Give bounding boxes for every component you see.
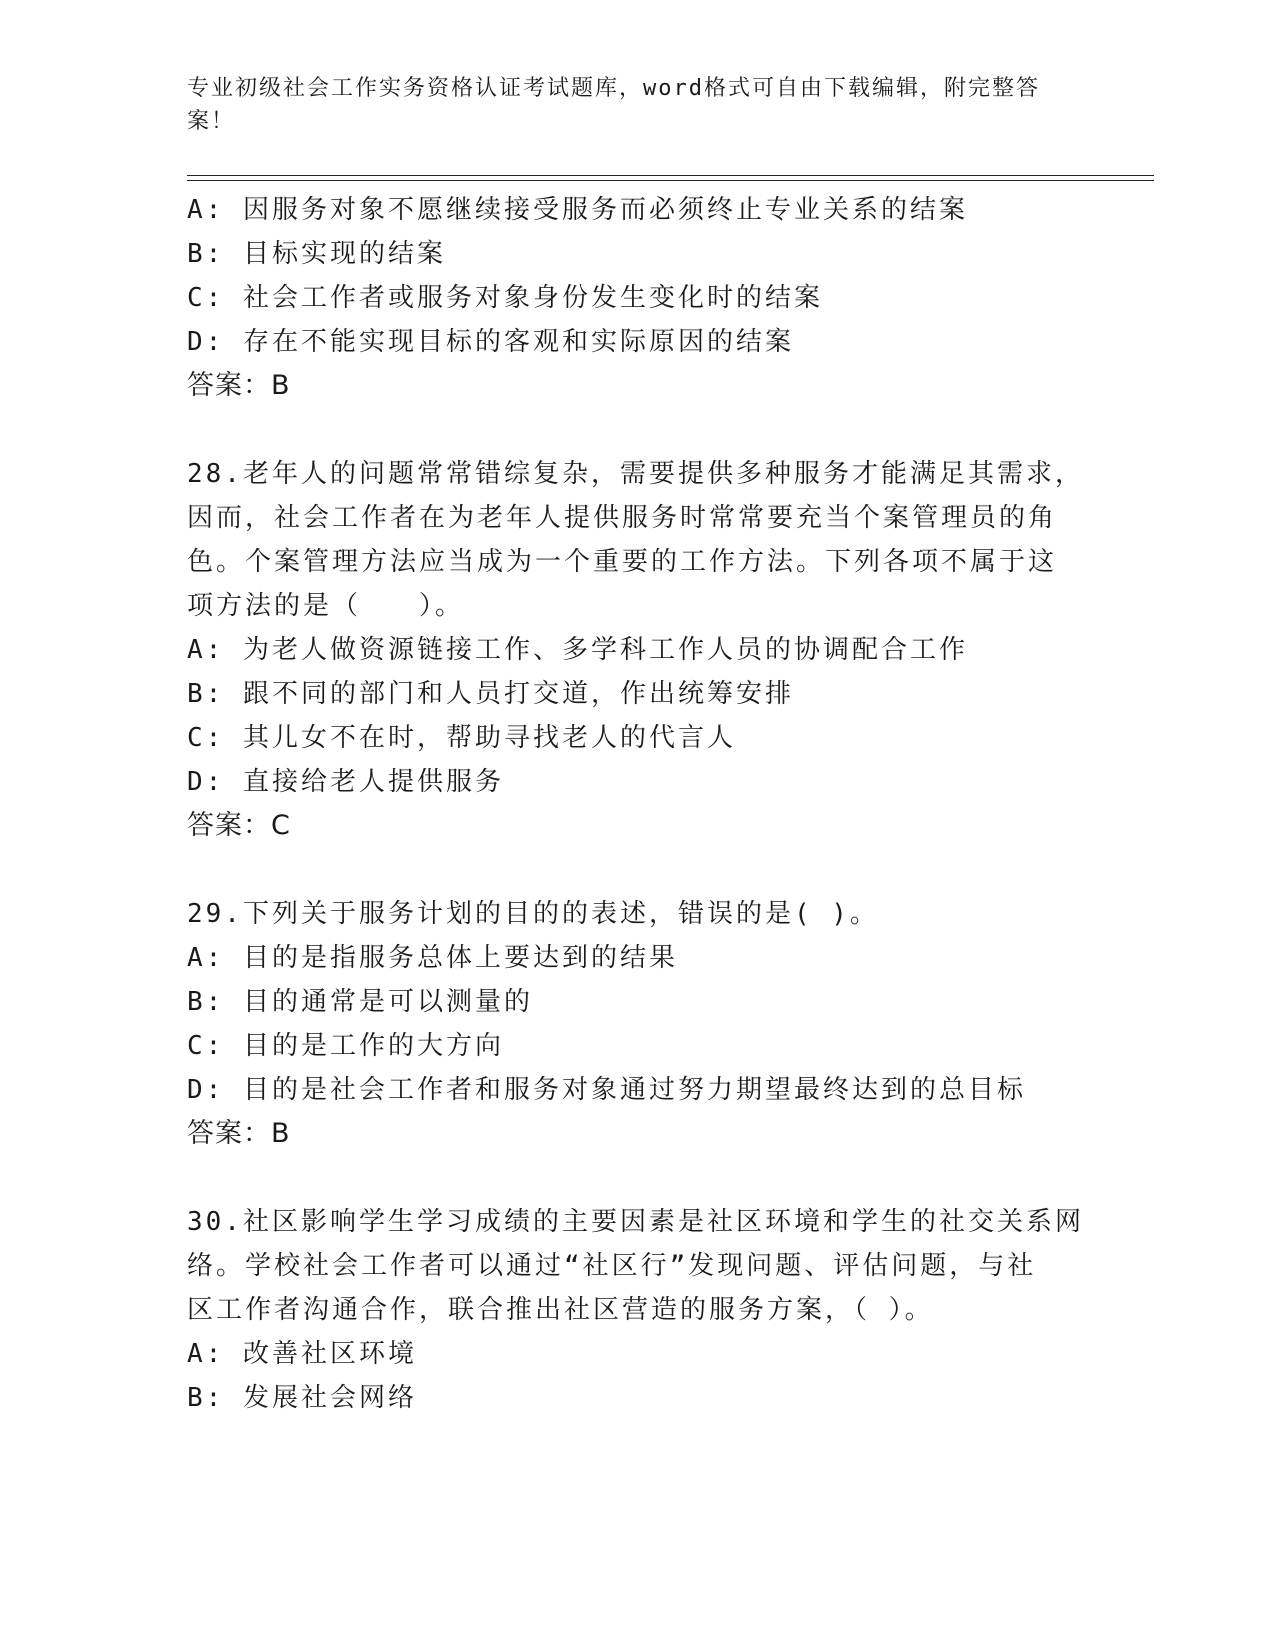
q28-option-c [187,720,736,756]
option-text: 存在不能实现目标的客观和实际原因的结案 [242,327,794,357]
option-text: 因服务对象不愿继续接受服务而必须终止专业关系的结案 [242,195,968,225]
q29-answer: 答案：B [187,1118,291,1149]
option-label: B: [187,679,225,709]
option-label: C: [187,723,225,753]
option-label: D: [187,327,225,357]
option-text: 目的是指服务总体上要达到的结果 [242,943,678,973]
q29-option-c [187,1028,504,1064]
option-text: 目标实现的结案 [242,239,446,269]
option-label: A: [187,943,225,973]
q30-stem-line: 30.社区影响学生学习成绩的主要因素是社区环境和学生的社交关系网 [187,1207,1084,1237]
option-label: A: [187,195,225,225]
option-label: B: [187,987,225,1017]
q28-stem-line: 因而，社会工作者在为老年人提供服务时常常要充当个案管理员的角 [187,503,1058,533]
option-label: B: [187,239,225,269]
header-rule-bottom [187,180,1154,181]
option-label: C: [187,283,225,313]
q28-stem-line: 28.老年人的问题常常错综复杂，需要提供多种服务才能满足其需求， [187,459,1084,489]
option-text: 直接给老人提供服务 [242,767,504,797]
q30-stem-line: 络。学校社会工作者可以通过“社区行”发现问题、评估问题，与社 [187,1251,1037,1281]
option-text: 目的是工作的大方向 [242,1031,504,1061]
q29-option-d [187,1072,1026,1108]
option-text: 改善社区环境 [242,1339,417,1369]
prev-option-b [187,236,446,272]
q30-option-a [187,1336,417,1372]
prev-option-d [187,324,794,360]
header-rule-top [187,175,1154,176]
option-text: 为老人做资源链接工作、多学科工作人员的协调配合工作 [242,635,968,665]
option-label: D: [187,767,225,797]
q30-option-b [187,1380,417,1416]
q28-option-a [187,632,968,668]
prev-answer: 答案：B [187,370,291,401]
option-label: A: [187,1339,225,1369]
option-label: B: [187,1383,225,1413]
q29-option-a [187,940,678,976]
option-text: 发展社会网络 [242,1383,417,1413]
page-header: 专业初级社会工作实务资格认证考试题库，word格式可自由下载编辑，附完整答案！ [187,76,1040,134]
q28-option-d [187,764,504,800]
prev-option-a [187,192,968,228]
q28-stem-line: 色。个案管理方法应当成为一个重要的工作方法。下列各项不属于这 [187,547,1058,577]
option-label: A: [187,635,225,665]
prev-option-c [187,280,823,316]
q30-stem-line: 区工作者沟通合作，联合推出社区营造的服务方案，（ ）。 [187,1295,934,1325]
option-text: 目的是社会工作者和服务对象通过努力期望最终达到的总目标 [242,1075,1026,1105]
q28-option-b [187,676,794,712]
option-text: 跟不同的部门和人员打交道，作出统筹安排 [242,679,794,709]
option-label: C: [187,1031,225,1061]
option-text: 社会工作者或服务对象身份发生变化时的结案 [242,283,823,313]
q28-answer: 答案：C [187,810,291,841]
q29-stem-line: 29.下列关于服务计划的目的的表述，错误的是( )。 [187,899,879,929]
q29-option-b [187,984,533,1020]
option-text: 目的通常是可以测量的 [242,987,533,1017]
option-label: D: [187,1075,225,1105]
option-text: 其儿女不在时，帮助寻找老人的代言人 [242,723,736,753]
q28-stem-line: 项方法的是（ ）。 [187,591,465,621]
